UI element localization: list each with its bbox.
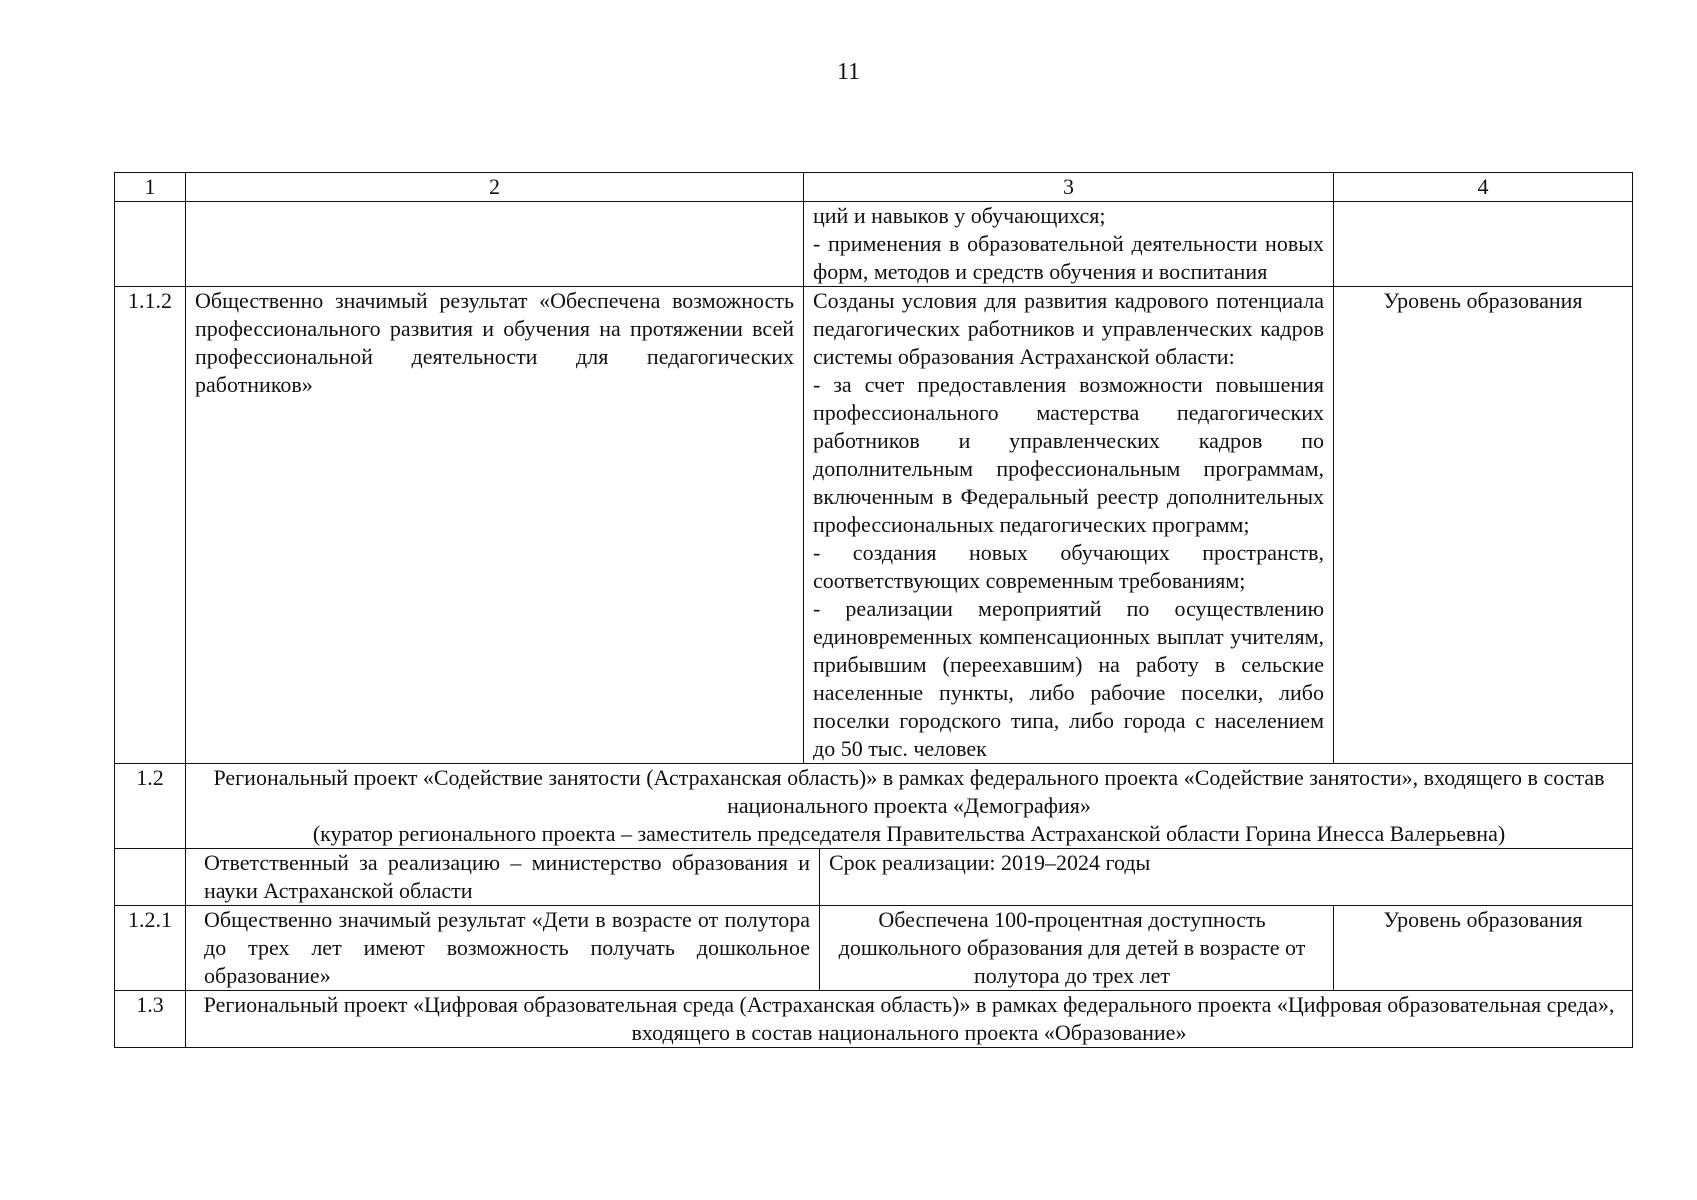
project-title: Региональный проект «Цифровая образовательная среда (Астраханская область)» в рамках федерального проекта «Цифровая образовательная среда», входящего в состав национального проекта «Образование»	[203, 992, 1615, 1045]
term-text: Срок реализации: 2019–2024 годы	[829, 850, 1151, 875]
projects-table	[114, 172, 1633, 1048]
description-paragraph: - создания новых обучающих пространств, соответствующих современным требованиям;	[813, 540, 1324, 593]
description-paragraph: - реализации мероприятий по осуществлению единовременных компенсационных выплат учителям, прибывшим (переехавшим) на работу в сельские населенные пункты, либо рабочие поселки, либо поселки городского типа, либо города с населением до 50 тыс. человек	[813, 596, 1324, 761]
row-number: 1.1.2	[115, 287, 186, 764]
description-paragraph: ций и навыков у обучающихся;	[813, 203, 1106, 228]
description-paragraph: - за счет предоставления возможности повышения профессионального мастерства педагогических работников и управленческих кадров по дополнительным профессиональным программам, включенным в Федеральный реестр дополнительных профессиональных педагогических программ;	[813, 372, 1324, 537]
row-number	[115, 202, 186, 287]
result-cell: Общественно значимый результат «Обеспечена возможность профессионального развития и обучения на протяжении всей профессиональной деятельности для педагогических работников»	[186, 287, 804, 764]
table-row-continuation	[115, 202, 1633, 287]
project-title-cell	[186, 991, 1633, 1048]
table-row-responsible	[115, 849, 1633, 906]
row-number: 1.2	[115, 764, 186, 849]
project-curator: (куратор регионального проекта – заместитель председателя Правительства Астраханской области Горина Инесса Валерьевна)	[312, 821, 1506, 846]
description-cell: Обеспечена 100-процентная доступность дошкольного образования для детей в возрасте от полутора до трех лет	[838, 907, 1306, 988]
level-cell: Уровень образования	[1334, 287, 1633, 764]
description-paragraph: Созданы условия для развития кадрового потенциала педагогических работников и управленческих кадров системы образования Астраханской области:	[813, 288, 1324, 369]
result-cell	[186, 202, 804, 287]
header-col-4: 4	[1334, 173, 1633, 202]
result-cell: Общественно значимый результат «Дети в возрасте от полутора до трех лет имеют возможность получать дошкольное образование»	[195, 906, 820, 990]
table-row-1-2-1	[115, 906, 1633, 991]
row-number	[115, 849, 186, 906]
table-row-1-2	[115, 764, 1633, 849]
project-title: Региональный проект «Содействие занятости (Астраханская область)» в рамках федерального проекта «Содействие занятости», входящего в состав национального проекта «Демография»	[213, 765, 1605, 818]
page-number: 11	[836, 59, 861, 85]
level-cell	[1334, 202, 1633, 287]
project-title-cell	[186, 764, 1633, 849]
header-col-3: 3	[804, 173, 1334, 202]
description-paragraph: - применения в образовательной деятельности новых форм, методов и средств обучения и воспитания	[813, 231, 1324, 284]
description-cell	[804, 202, 1334, 287]
description-cell	[804, 287, 1334, 764]
level-cell: Уровень образования	[1334, 906, 1633, 991]
result-description-cell	[186, 906, 1334, 991]
table-row-1-1-2	[115, 287, 1633, 764]
row-number: 1.3	[115, 991, 186, 1048]
row-number: 1.2.1	[115, 906, 186, 991]
header-col-1: 1	[115, 173, 186, 202]
table-header-row	[115, 173, 1633, 202]
responsible-text: Ответственный за реализацию – министерство образования и науки Астраханской области	[195, 849, 820, 905]
responsible-term-cell	[186, 849, 1633, 906]
table-row-1-3	[115, 991, 1633, 1048]
header-col-2: 2	[186, 173, 804, 202]
